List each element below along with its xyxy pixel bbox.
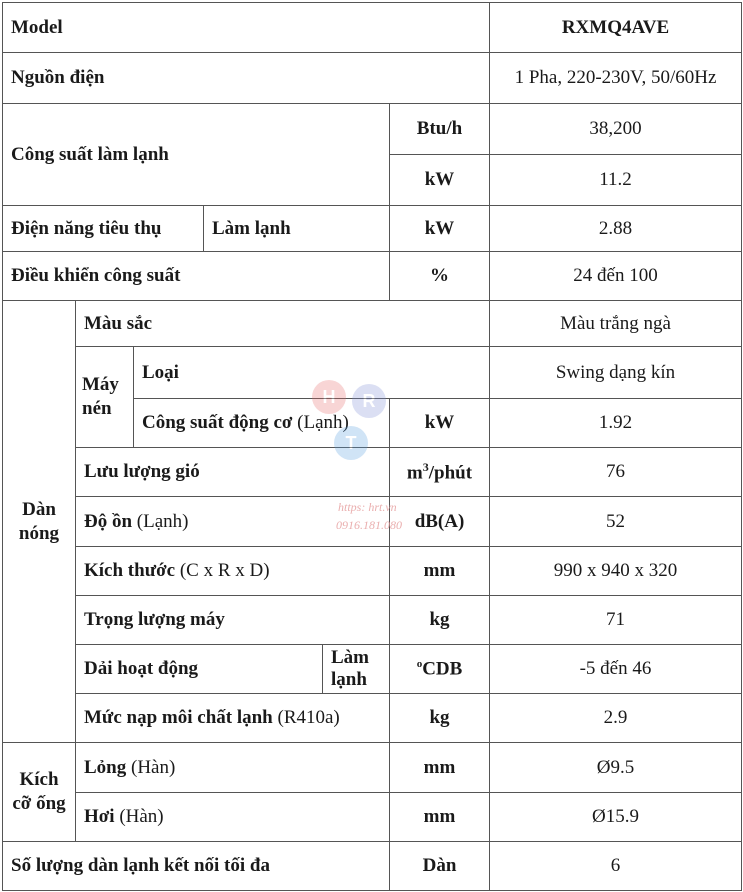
refrigerant-label-bold: Mức nạp môi chất lạnh (84, 707, 273, 728)
watermark-letter-t: T (334, 426, 368, 460)
weight-value: 71 (490, 596, 742, 645)
row-pipe-gas (3, 793, 742, 842)
refrigerant-unit: kg (390, 694, 490, 743)
operating-range-unit-tail: CDB (422, 658, 463, 680)
cooling-btu-value: 38,200 (490, 104, 742, 155)
compressor-label: Máy nén (76, 347, 134, 448)
model-value: RXMQ4AVE (490, 3, 742, 53)
gas-pipe-unit: mm (390, 793, 490, 842)
operating-range-label: Dải hoạt động (76, 645, 323, 694)
operating-range-unit (390, 645, 490, 694)
noise-label-bold: Độ ồn (84, 510, 133, 532)
airflow-label: Lưu lượng gió (76, 448, 390, 497)
power-supply-label: Nguồn điện (3, 53, 490, 104)
cooling-kw-unit: kW (390, 155, 490, 206)
watermark-phone: 0916.181.080 (336, 518, 402, 532)
power-consumption-unit: kW (390, 206, 490, 252)
liquid-pipe-label-normal: (Hàn) (131, 756, 176, 778)
row-compressor-type (3, 347, 742, 399)
row-max-indoor (3, 842, 742, 891)
row-model (3, 3, 742, 53)
row-power-supply (3, 53, 742, 104)
liquid-pipe-unit: mm (390, 743, 490, 793)
operating-range-mode: Làm lạnh (323, 645, 390, 694)
capacity-control-value: 24 đến 100 (490, 252, 742, 301)
motor-output-label-bold: Công suất động cơ (142, 412, 293, 433)
row-color (3, 301, 742, 347)
row-pipe-liquid (3, 743, 742, 793)
gas-pipe-label-bold: Hơi (84, 806, 115, 827)
row-cooling-btu (3, 104, 742, 155)
refrigerant-label (76, 694, 390, 743)
noise-unit: dB(A) (390, 497, 490, 547)
row-weight (3, 596, 742, 645)
max-indoor-units-unit: Dàn (390, 842, 490, 891)
airflow-unit-sup: 3 (422, 459, 429, 474)
row-airflow (3, 448, 742, 497)
dimensions-value: 990 x 940 x 320 (490, 547, 742, 596)
capacity-control-label: Điều khiển công suất (3, 252, 390, 301)
gas-pipe-value: Ø15.9 (490, 793, 742, 842)
power-consumption-label: Điện năng tiêu thụ (3, 206, 204, 252)
noise-label-normal: (Lạnh) (136, 510, 189, 532)
capacity-control-unit: % (390, 252, 490, 301)
max-indoor-units-label: Số lượng dàn lạnh kết nối tối đa (3, 842, 390, 891)
power-consumption-value: 2.88 (490, 206, 742, 252)
row-power-consumption (3, 206, 742, 252)
operating-range-unit-sup: o (416, 657, 423, 670)
row-capacity-control (3, 252, 742, 301)
spec-table (2, 2, 742, 891)
liquid-pipe-value: Ø9.5 (490, 743, 742, 793)
weight-label: Trọng lượng máy (76, 596, 390, 645)
refrigerant-label-normal: (R410a) (277, 707, 340, 728)
dimensions-label-normal: (C x R x D) (179, 560, 270, 581)
model-label: Model (3, 3, 490, 53)
color-value: Màu trắng ngà (490, 301, 742, 347)
refrigerant-value: 2.9 (490, 694, 742, 743)
airflow-unit (390, 448, 490, 497)
weight-unit: kg (390, 596, 490, 645)
compressor-type-value: Swing dạng kín (490, 347, 742, 399)
cooling-capacity-label: Công suất làm lạnh (3, 104, 390, 206)
dimensions-unit: mm (390, 547, 490, 596)
row-refrigerant (3, 694, 742, 743)
color-label: Màu sắc (76, 301, 490, 347)
motor-output-unit: kW (390, 399, 490, 448)
row-dimensions (3, 547, 742, 596)
power-consumption-mode: Làm lạnh (204, 206, 390, 252)
watermark-url: https: hrt.vn (338, 500, 397, 514)
cooling-btu-unit: Btu/h (390, 104, 490, 155)
airflow-unit-tail: /phút (428, 462, 473, 484)
noise-label (76, 497, 390, 547)
cooling-kw-value: 11.2 (490, 155, 742, 206)
power-supply-value: 1 Pha, 220-230V, 50/60Hz (490, 53, 742, 104)
motor-output-label-normal: (Lạnh) (297, 412, 349, 433)
pipe-size-label: Kích cỡ ống (3, 743, 76, 842)
liquid-pipe-label-bold: Lỏng (84, 756, 127, 778)
operating-range-value: -5 đến 46 (490, 645, 742, 694)
motor-output-value: 1.92 (490, 399, 742, 448)
watermark-letter-h: H (312, 380, 346, 414)
watermark-letter-r: R (352, 384, 386, 418)
row-noise (3, 497, 742, 547)
airflow-value: 76 (490, 448, 742, 497)
row-operating-range (3, 645, 742, 694)
motor-output-label (134, 399, 390, 448)
liquid-pipe-label (76, 743, 390, 793)
compressor-type-label: Loại (134, 347, 490, 399)
max-indoor-units-value: 6 (490, 842, 742, 891)
airflow-unit-base: m (406, 462, 423, 484)
dimensions-label (76, 547, 390, 596)
gas-pipe-label (76, 793, 390, 842)
dimensions-label-bold: Kích thước (84, 560, 176, 581)
noise-value: 52 (490, 497, 742, 547)
outdoor-unit-label: Dàn nóng (3, 301, 76, 743)
gas-pipe-label-normal: (Hàn) (119, 806, 164, 827)
